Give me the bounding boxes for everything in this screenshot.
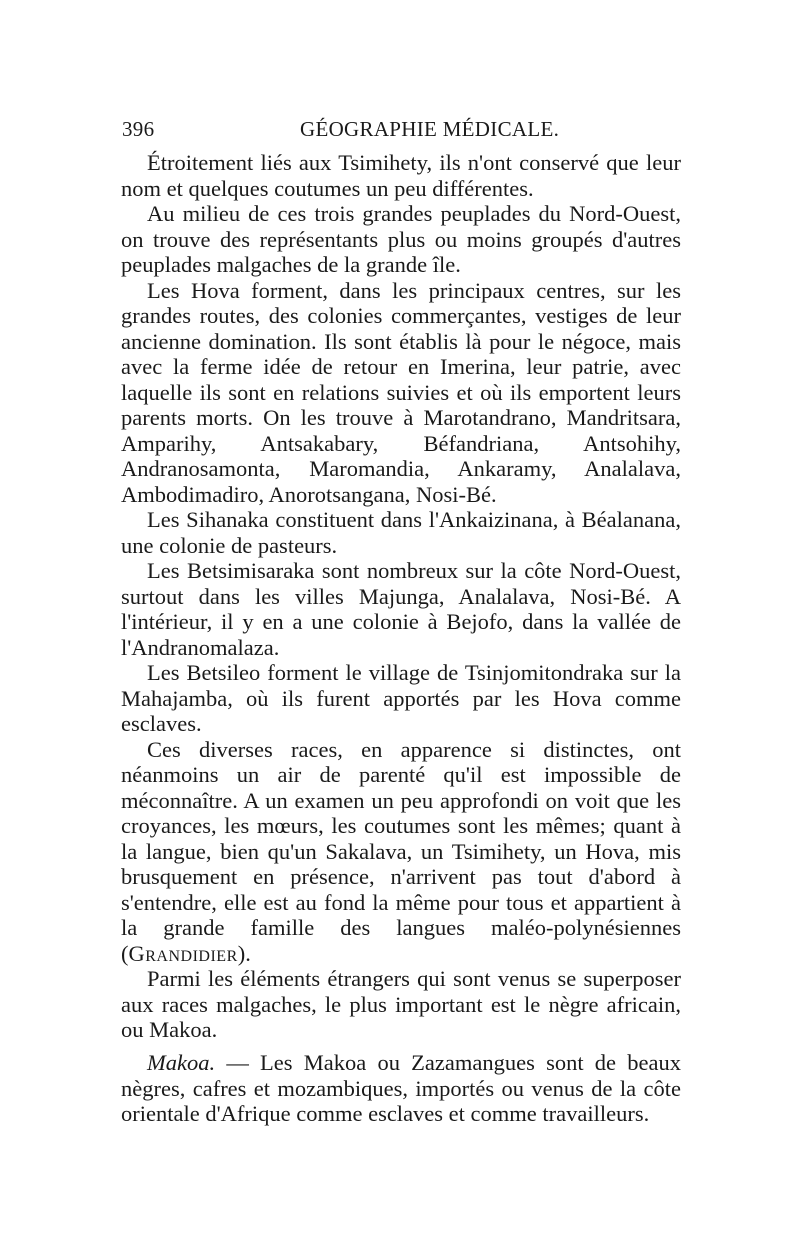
paragraph-elements-etrangers: Parmi les éléments étrangers qui sont venus se superposer aux races malgaches, le plus important est le nègre africain, ou Makoa. xyxy=(121,966,681,1042)
section-title: Makoa. xyxy=(147,1050,216,1075)
paragraph-sihanaka: Les Sihanaka constituent dans l'Ankaizinana, à Béalanana, une colonie de pasteurs. xyxy=(121,507,681,558)
paragraph-peuplades: Au milieu de ces trois grandes peuplades du Nord-Ouest, on trouve des représentants plus ou moins groupés d'autres peuplades malgaches de la grande île. xyxy=(121,201,681,277)
page-number: 396 xyxy=(122,117,155,141)
paragraph-betsimisaraka: Les Betsimisaraka sont nombreux sur la côte Nord-Ouest, surtout dans les villes Majunga, Analalava, Nosi-Bé. A l'intérieur, il y en a une colonie à Bejofo, dans la vallée de l'Andranomalaza. xyxy=(121,558,681,660)
paragraph-langues xyxy=(121,737,681,967)
paragraph-betsileo: Les Betsileo forment le village de Tsinjomitondraka sur la Mahajamba, où ils furent apportés par les Hova comme esclaves. xyxy=(121,660,681,736)
paragraph-langues-text: Ces diverses races, en apparence si distinctes, ont néanmoins un air de parenté qu'il est impossible de méconnaître. A un examen un peu approfondi on voit que les croyances, les mœurs, les coutumes sont les mêmes; quant à la langue, bien qu'un Sakalava, un Tsimihety, un Hova, mis brusquement en présence, n'arrivent pas tout d'abord à s'entendre, elle est au fond la même pour tous et appartient à la grande famille des langues maléo-polynésiennes ( xyxy=(121,736,681,966)
paragraph-makoa xyxy=(121,1050,681,1127)
author-citation: Grandidier xyxy=(128,940,238,966)
paragraph-tsimihety: Étroitement liés aux Tsimihety, ils n'ont conservé que leur nom et quelques coutumes un peu différentes. xyxy=(121,150,681,201)
running-title: GÉOGRAPHIE MÉDICALE. xyxy=(300,117,560,141)
body-text xyxy=(121,150,681,1043)
section-text: — Les Makoa ou Zazamangues sont de beaux nègres, cafres et mozambiques, importés ou venus de la côte orientale d'Afrique comme esclaves et comme travailleurs. xyxy=(121,1050,681,1126)
page-header xyxy=(122,117,682,147)
paragraph-langues-end: ). xyxy=(237,940,251,966)
paragraph-hova: Les Hova forment, dans les principaux centres, sur les grandes routes, des colonies commerçantes, vestiges de leur ancienne domination. Ils sont établis là pour le négoce, mais avec la ferme idée de retour en Imerina, leur patrie, avec laquelle ils sont en relations suivies et où ils emportent leurs parents morts. On les trouve à Marotandrano, Mandritsara, Amparihy, Antsakabary, Béfandriana, Antsohihy, Andranosamonta, Maromandia, Ankaramy, Analalava, Ambodimadiro, Anorotsangana, Nosi-Bé. xyxy=(121,277,681,507)
section-makoa xyxy=(121,1050,681,1127)
